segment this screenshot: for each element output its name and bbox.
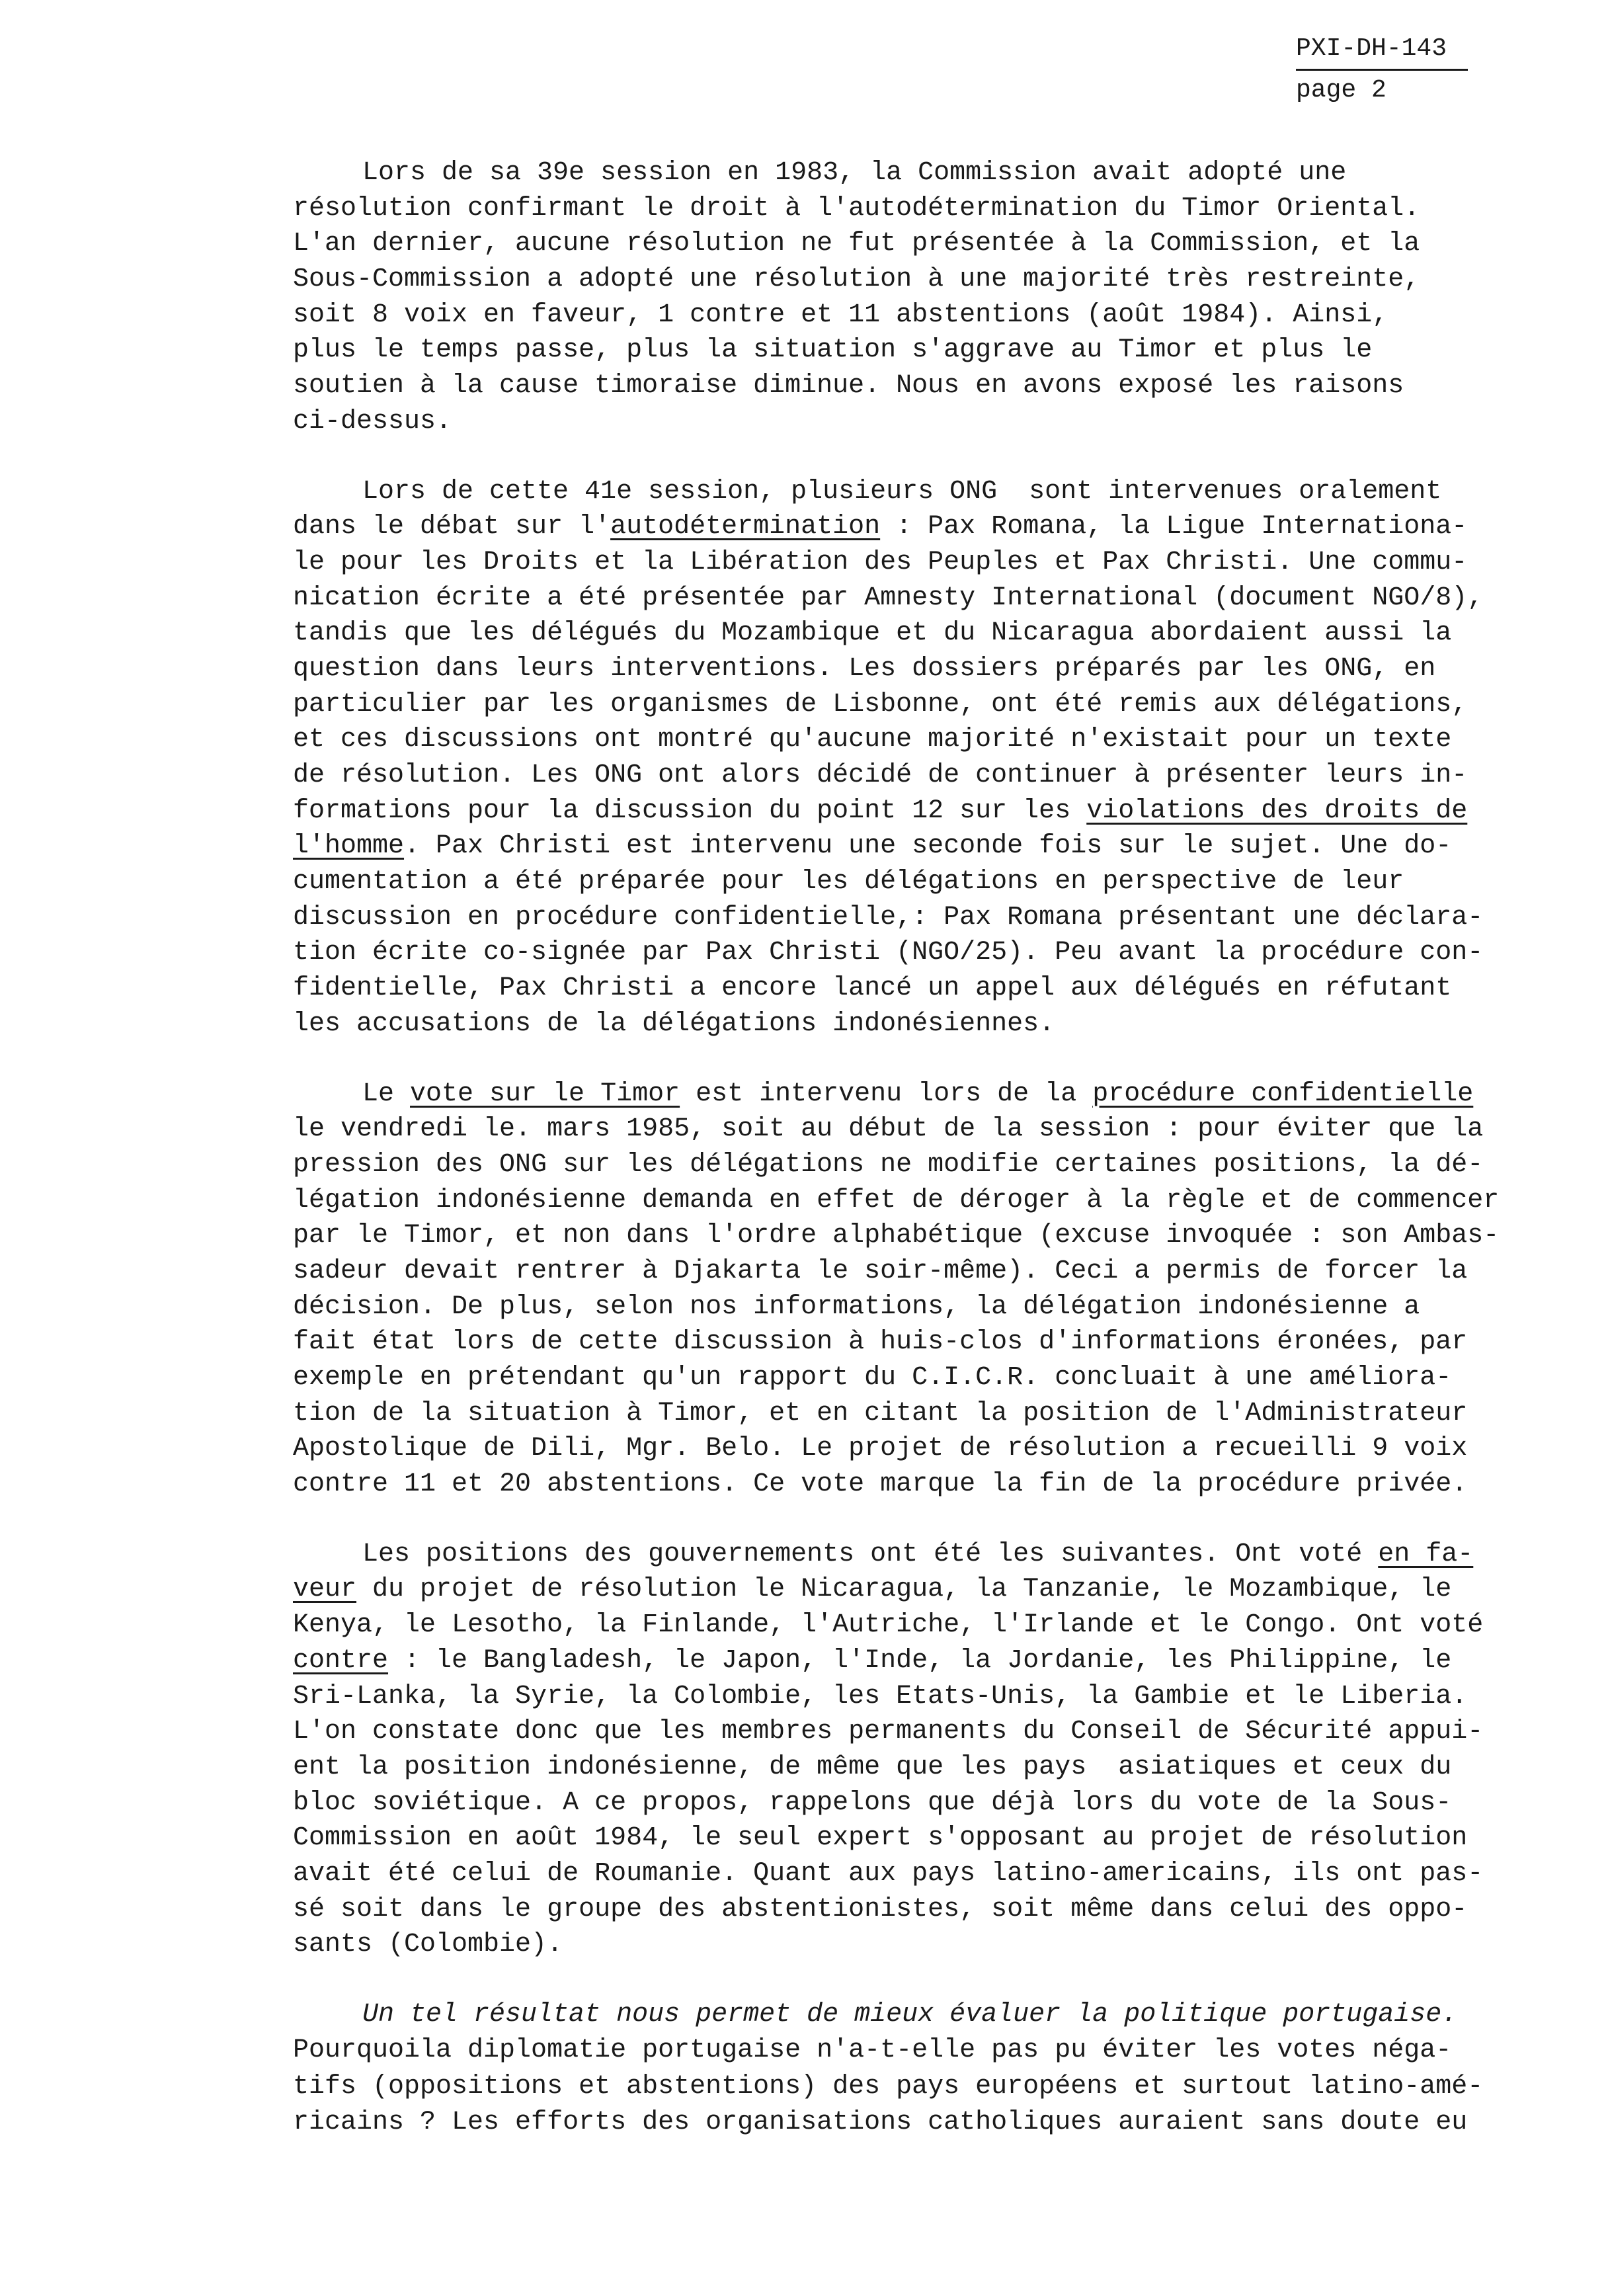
text-segment: les accusations de la délégations indonésiennes.: [293, 1008, 1055, 1039]
text-line: [293, 2069, 1562, 2105]
text-segment: fait état lors de cette discussion à huis-clos d'informations éronées, par: [293, 1327, 1468, 1358]
text-segment: L'on constate donc que les membres permanents du Conseil de Sécurité appui-: [293, 1717, 1484, 1747]
text-segment: avait été celui de Roumanie. Quant aux pays latino-americains, ils ont pas-: [293, 1858, 1484, 1889]
text-segment: Lors de cette 41e session, plusieurs ONG sont intervenues oralement: [362, 476, 1442, 507]
text-segment: résolution confirmant le droit à l'autodétermination du Timor Oriental.: [293, 193, 1420, 224]
text-segment: formations pour la discussion du point 12 sur les: [293, 796, 1087, 826]
text-line: [293, 1750, 1562, 1785]
underlined-text: procédure confidentielle: [1092, 1079, 1474, 1109]
text-line: [293, 1218, 1562, 1254]
text-segment: tion écrite co-signée par Pax Christi (NGO/25). Peu avant la procédure con-: [293, 938, 1484, 968]
document-body: [293, 155, 1562, 2176]
text-line: [293, 1997, 1562, 2033]
text-segment: par le Timor, et non dans l'ordre alphabétique (excuse invoquée : son Ambas-: [293, 1221, 1500, 1251]
text-line: [293, 1325, 1562, 1360]
text-segment: Les positions des gouvernements ont été les suivantes. Ont voté: [362, 1539, 1379, 1569]
text-line: [293, 1643, 1562, 1679]
text-segment: Kenya, le Lesotho, la Finlande, l'Autriche, l'Irlande et le Congo. Ont voté: [293, 1610, 1484, 1641]
underlined-text: vote sur le Timor: [410, 1079, 680, 1109]
underlined-text: l'homme: [293, 831, 405, 862]
text-segment: Apostolique de Dili, Mgr. Belo. Le projet de résolution a recueilli 9 voix: [293, 1434, 1468, 1464]
italic-text: Un tel résultat nous permet de mieux évaluer la politique portugaise.: [362, 2000, 1458, 2030]
text-line: [293, 1147, 1562, 1183]
text-line: [293, 1537, 1562, 1573]
text-line: [293, 1183, 1562, 1219]
text-line: [293, 864, 1562, 900]
page-number: page 2: [1296, 76, 1387, 104]
paragraph: [293, 1997, 1562, 2141]
text-segment: soit 8 voix en faveur, 1 contre et 11 abstentions (août 1984). Ainsi,: [293, 300, 1388, 330]
text-segment: pression des ONG sur les délégations ne modifie certaines positions, la dé-: [293, 1149, 1484, 1180]
text-line: [293, 687, 1562, 723]
text-line: [293, 333, 1562, 368]
text-segment: décision. De plus, selon nos informations, la délégation indonésienne a: [293, 1292, 1420, 1322]
text-line: [293, 191, 1562, 227]
text-line: [293, 226, 1562, 262]
text-segment: de résolution. Les ONG ont alors décidé de continuer à présenter leurs in-: [293, 760, 1468, 790]
text-segment: Commission en août 1984, le seul expert s'opposant au projet de résolution: [293, 1823, 1468, 1854]
text-line: [293, 1360, 1562, 1396]
text-line: [293, 509, 1562, 545]
text-line: [293, 2105, 1562, 2141]
text-segment: et ces discussions ont montré qu'aucune majorité n'existait pour un texte: [293, 725, 1452, 755]
text-segment: : Pax Romana, la Ligue Internationa-: [880, 512, 1468, 542]
text-segment: Sous-Commission a adopté une résolution à une majorité très restreinte,: [293, 265, 1420, 295]
text-line: [293, 1112, 1562, 1147]
text-line: [293, 794, 1562, 829]
text-line: [293, 1679, 1562, 1715]
text-segment: discussion en procédure confidentielle,: Pax Romana présentant une déclara-: [293, 902, 1484, 932]
text-segment: est intervenu lors de la: [680, 1079, 1093, 1109]
text-line: [293, 581, 1562, 616]
text-line: [293, 1714, 1562, 1750]
text-line: [293, 155, 1562, 191]
text-segment: particulier par les organismes de Lisbonne, ont été remis aux délégations,: [293, 689, 1468, 719]
text-line: [293, 758, 1562, 794]
text-line: [293, 651, 1562, 687]
text-segment: Sri-Lanka, la Syrie, la Colombie, les Etats-Unis, la Gambie et le Liberia.: [293, 1681, 1468, 1711]
text-segment: Pourquoila diplomatie portugaise n'a-t-elle pas pu éviter les votes néga-: [293, 2035, 1452, 2066]
text-line: [293, 1396, 1562, 1432]
text-line: [293, 935, 1562, 971]
text-segment: tion de la situation à Timor, et en citant la position de l'Administrateur: [293, 1398, 1468, 1428]
text-segment: sants (Colombie).: [293, 1930, 563, 1960]
text-line: [293, 1856, 1562, 1892]
paragraph: [293, 474, 1562, 1042]
underlined-text: autodétermination: [610, 512, 881, 542]
text-segment: plus le temps passe, plus la situation s'aggrave au Timor et plus le: [293, 335, 1373, 366]
text-line: [293, 1254, 1562, 1290]
text-segment: cumentation a été préparée pour les délégations en perspective de leur: [293, 867, 1404, 897]
text-line: [293, 368, 1562, 404]
text-segment: ricains ? Les efforts des organisations catholiques auraient sans doute eu: [293, 2108, 1468, 2138]
text-line: [293, 1927, 1562, 1963]
text-line: [293, 262, 1562, 298]
paragraph: [293, 1077, 1562, 1502]
text-line: [293, 2033, 1562, 2069]
text-segment: ent la position indonésienne, de même que les pays asiatiques et ceux du: [293, 1752, 1452, 1782]
text-line: [293, 1821, 1562, 1856]
text-segment: le vendredi le. mars 1985, soit au début de la session : pour éviter que la: [293, 1114, 1484, 1145]
text-segment: sadeur devait rentrer à Djakarta le soir-même). Ceci a permis de forcer la: [293, 1256, 1468, 1286]
text-line: [293, 545, 1562, 581]
text-line: [293, 1572, 1562, 1608]
text-segment: contre 11 et 20 abstentions. Ce vote marque la fin de la procédure privée.: [293, 1469, 1468, 1500]
text-segment: le pour les Droits et la Libération des Peuples et Pax Christi. Une commu-: [293, 547, 1468, 577]
text-segment: du projet de résolution le Nicaragua, la Tanzanie, le Mozambique, le: [356, 1575, 1452, 1605]
text-segment: ci-dessus.: [293, 406, 452, 436]
text-line: [293, 474, 1562, 510]
text-segment: L'an dernier, aucune résolution ne fut présentée à la Commission, et la: [293, 229, 1420, 259]
text-segment: soutien à la cause timoraise diminue. Nous en avons exposé les raisons: [293, 371, 1404, 401]
text-line: [293, 404, 1562, 440]
text-segment: . Pax Christi est intervenu une seconde fois sur le sujet. Une do-: [404, 831, 1452, 862]
text-line: [293, 1785, 1562, 1821]
text-line: [293, 1467, 1562, 1502]
text-line: [293, 1077, 1562, 1112]
text-segment: fidentielle, Pax Christi a encore lancé un appel aux délégués en réfutant: [293, 973, 1452, 1004]
document-reference: PXI-DH-143: [1296, 29, 1468, 71]
text-segment: bloc soviétique. A ce propos, rappelons que déjà lors du vote de la Sous-: [293, 1787, 1452, 1818]
underlined-text: en fa-: [1378, 1539, 1474, 1569]
text-line: [293, 829, 1562, 864]
text-line: [293, 298, 1562, 333]
text-segment: Lors de sa 39e session en 1983, la Commission avait adopté une: [362, 158, 1347, 188]
text-segment: nication écrite a été présentée par Amnesty International (document NGO/8),: [293, 583, 1484, 613]
text-segment: tandis que les délégués du Mozambique et du Nicaragua abordaient aussi la: [293, 618, 1452, 649]
text-line: [293, 900, 1562, 936]
text-segment: sé soit dans le groupe des abstentionistes, soit même dans celui des oppo-: [293, 1894, 1468, 1924]
text-segment: exemple en prétendant qu'un rapport du C.I.C.R. concluait à une améliora-: [293, 1363, 1452, 1393]
text-segment: légation indonésienne demanda en effet de déroger à la règle et de commencer: [293, 1185, 1500, 1215]
paragraph: [293, 155, 1562, 440]
paragraph: [293, 1537, 1562, 1963]
text-segment: dans le débat sur l': [293, 512, 611, 542]
text-segment: question dans leurs interventions. Les dossiers préparés par les ONG, en: [293, 653, 1436, 684]
text-segment: tifs (oppositions et abstentions) des pays européens et surtout latino-amé-: [293, 2071, 1484, 2102]
text-line: [293, 1006, 1562, 1042]
text-line: [293, 1290, 1562, 1325]
text-segment: Le: [362, 1079, 411, 1109]
underlined-text: contre: [293, 1645, 389, 1676]
text-line: [293, 1608, 1562, 1643]
document-header: [1296, 29, 1468, 110]
text-line: [293, 1892, 1562, 1928]
underlined-text: violations des droits de: [1086, 796, 1468, 826]
text-line: [293, 971, 1562, 1006]
text-segment: : le Bangladesh, le Japon, l'Inde, la Jordanie, les Philippine, le: [388, 1645, 1452, 1676]
text-line: [293, 1431, 1562, 1467]
text-line: [293, 616, 1562, 651]
underlined-text: veur: [293, 1575, 357, 1605]
text-line: [293, 722, 1562, 758]
